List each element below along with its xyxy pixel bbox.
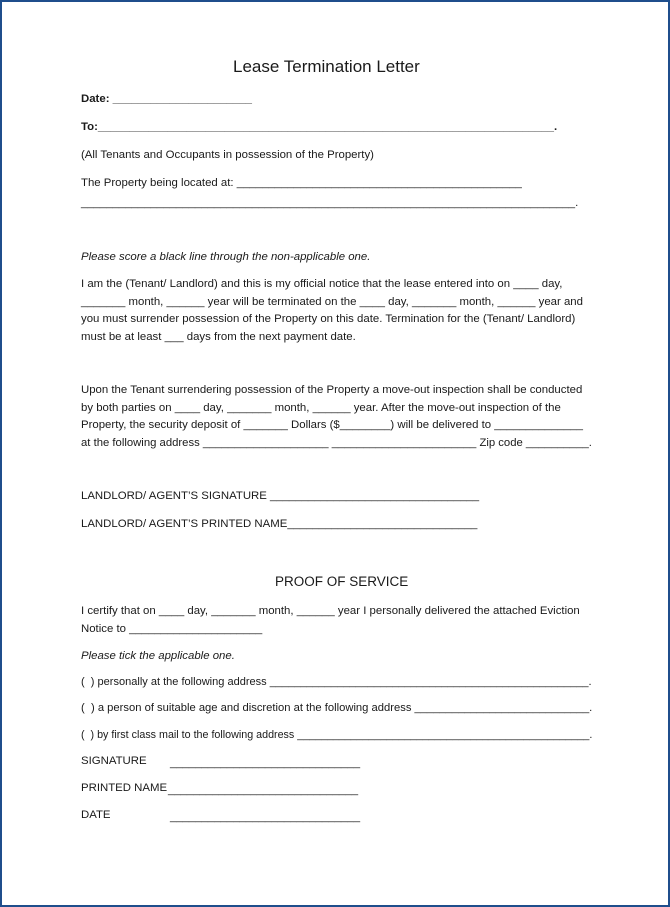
notice-line-3: you must surrender possession of the Property on this date. Termination for the (Tenant/ Landlord) [81, 313, 576, 325]
certify-line-2: Notice to _____________________ [81, 623, 263, 635]
tick-note: Please tick the applicable one. [81, 650, 235, 662]
printed-name-blank: ______________________________ [168, 784, 359, 796]
property-line-2: ______________________________________________________________________________. [81, 197, 579, 209]
inspection-line-3: Property, the security deposit of _______ Dollars ($________) will be delivered to ______________ [81, 419, 583, 431]
notice-line-2: _______ month, ______ year will be terminated on the ____ day, _______ month, ______ year and [81, 296, 583, 308]
property-line-1: The Property being located at: _____________________________________________ [81, 177, 522, 189]
landlord-printed-name-field: LANDLORD/ AGENT’S PRINTED NAME______________________________ [81, 518, 478, 530]
notice-line-4: must be at least ___ days from the next payment date. [81, 331, 356, 343]
date-label: DATE [81, 809, 111, 821]
date-field: Date: ______________________ [81, 93, 253, 105]
option-mail: ( ) by first class mail to the following address _________________________________________________. [81, 729, 593, 741]
option-personal: ( ) personally at the following address ____________________________________________________. [81, 676, 592, 688]
signature-label: SIGNATURE [81, 755, 147, 767]
inspection-line-1: Upon the Tenant surrendering possession of the Property a move-out inspection shall be conducted [81, 384, 583, 396]
document-title: Lease Termination Letter [233, 57, 420, 76]
certify-line-1: I certify that on ____ day, _______ month, ______ year I personally delivered the attached Eviction [81, 605, 580, 617]
notice-line-1: I am the (Tenant/ Landlord) and this is my official notice that the lease entered into on ____ day, [81, 278, 563, 290]
score-note: Please score a black line through the non-applicable one. [81, 251, 371, 263]
signature-blank: ______________________________ [170, 757, 361, 769]
printed-name-label: PRINTED NAME [81, 782, 168, 794]
option-person: ( ) a person of suitable age and discretion at the following address ____________________________. [81, 702, 593, 714]
inspection-line-2: by both parties on ____ day, _______ month, ______ year. After the move-out inspection of the [81, 402, 561, 414]
proof-of-service-heading: PROOF OF SERVICE [275, 574, 409, 589]
date-blank: ______________________________ [170, 811, 361, 823]
tenants-note: (All Tenants and Occupants in possession of the Property) [81, 149, 374, 161]
to-field: To:________________________________________________________________________. [81, 121, 558, 133]
landlord-signature-field: LANDLORD/ AGENT’S SIGNATURE _________________________________ [81, 490, 480, 502]
inspection-line-4: at the following address ____________________ _______________________ Zip code __________. [81, 437, 592, 449]
